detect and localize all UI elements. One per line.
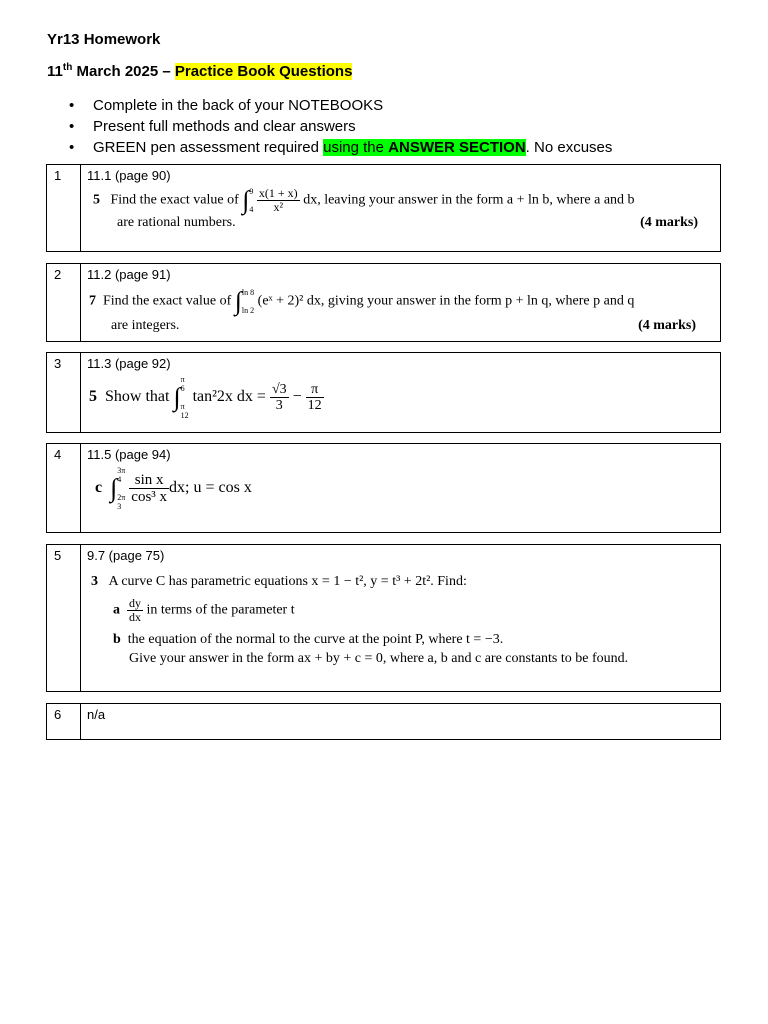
question-number: 6	[47, 704, 81, 740]
page-title: Yr13 Homework	[47, 31, 161, 48]
question-box-4	[46, 443, 721, 533]
question-number: 1	[47, 165, 81, 252]
question-reference: 11.1 (page 90)	[87, 168, 171, 183]
bullet-icon: •	[69, 97, 75, 114]
marks-label: (4 marks)	[638, 318, 696, 333]
integral-sign-icon: ∫	[234, 286, 242, 316]
question-reference: 11.5 (page 94)	[87, 447, 171, 462]
question-text: 5 Show that ∫π 6 π 12 tan²2x dx = $\frac{√3}{3}$ − $\frac{\pi}{12}$	[89, 375, 322, 420]
date-suffix: th	[62, 62, 73, 73]
bullet-icon: •	[69, 118, 75, 135]
practice-book-highlight: Practice Book Questions	[174, 63, 353, 80]
instruction-item	[47, 116, 612, 137]
instruction-list	[47, 95, 612, 158]
question-part-a: a $\frac{dy}{dx}$ in terms of the parameter t	[113, 596, 295, 624]
question-part-b-line2: Give your answer in the form ax + by + c = 0, where a, b and c are constants to be found.	[129, 651, 629, 666]
instruction-item	[47, 137, 612, 158]
question-reference: n/a	[87, 707, 106, 722]
question-box-1	[46, 164, 721, 252]
question-text-line2: are rational numbers.	[117, 215, 236, 230]
marks-label: (4 marks)	[640, 215, 698, 230]
bullet-icon: •	[69, 139, 75, 156]
answer-section-highlight: using the ANSWER SECTION	[323, 139, 526, 156]
question-text: 7 Find the exact value of ∫ln 8 ln 2 (eˣ + 2)² dx, giving your answer in the form p + ln q, where p and q	[89, 286, 635, 316]
question-reference: 9.7 (page 75)	[87, 548, 165, 563]
question-number: 5	[47, 545, 81, 692]
date-rest: March 2025 –	[72, 63, 175, 80]
integral-sign-icon: ∫	[242, 185, 250, 215]
instruction-text: Complete in the back of your NOTEBOOKS	[93, 97, 384, 114]
question-box-3	[46, 352, 721, 433]
question-part-b: b the equation of the normal to the curve at the point P, where t = −3.	[113, 632, 504, 647]
question-number: 3	[47, 353, 81, 433]
instruction-text: GREEN pen assessment required	[93, 139, 324, 156]
integral-sign-icon: ∫	[173, 382, 181, 412]
question-box-5	[46, 544, 721, 692]
question-box-6	[46, 703, 721, 740]
integral-sign-icon: ∫	[110, 473, 118, 503]
question-box-2	[46, 263, 721, 342]
question-reference: 11.3 (page 92)	[87, 356, 171, 371]
question-number: 4	[47, 444, 81, 533]
date-day: 11	[47, 63, 63, 80]
instruction-text: . No excuses	[525, 139, 613, 156]
question-text: 3 A curve C has parametric equations x = 1 − t², y = t³ + 2t². Find:	[91, 574, 467, 589]
question-number: 2	[47, 264, 81, 342]
instruction-text: Present full methods and clear answers	[93, 118, 356, 135]
question-text: 5 Find the exact value of ∫9 4 $\frac{x(1 + x)}{\text{x²}}$ dx, leaving your answer in the form a + ln b, where a and b	[93, 185, 635, 215]
date-heading	[47, 63, 352, 80]
question-text: c ∫3π 4 2π 3 $\frac{\text{sin x}}{\text{cos³ x}}$ dx; u = cos x	[95, 466, 252, 511]
question-text-line2: are integers.	[111, 318, 180, 333]
question-reference: 11.2 (page 91)	[87, 267, 171, 282]
instruction-item	[47, 95, 612, 116]
